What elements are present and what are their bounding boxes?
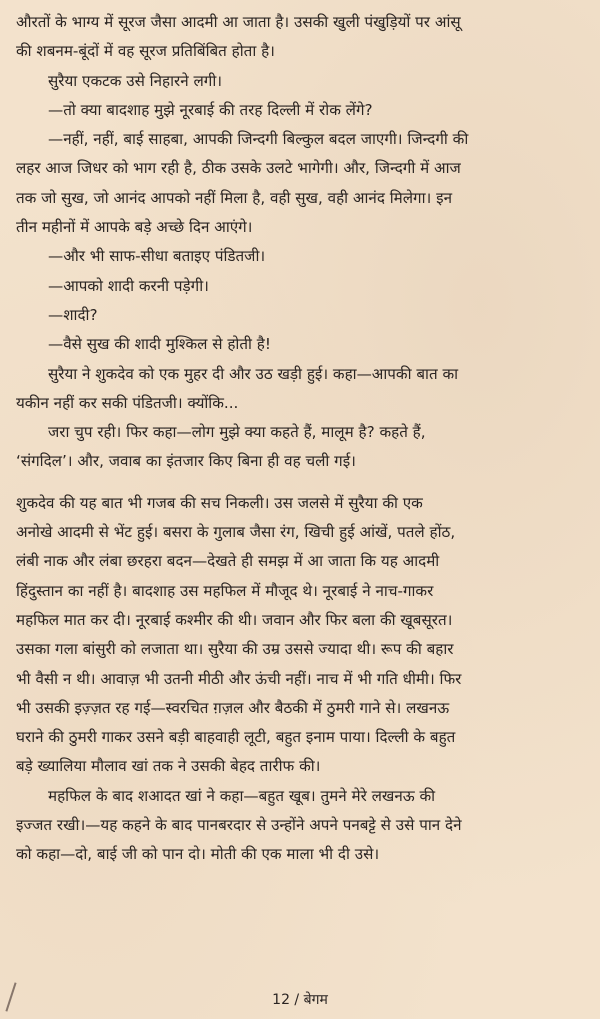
text-line: यकीन नहीं कर सकी पंडितजी। क्योंकि... xyxy=(16,393,239,412)
text-line: तक जो सुख, जो आनंद आपको नहीं मिला है, वही सुख, वही आनंद मिलेगा। इन xyxy=(16,188,453,207)
text-line: इज्जत रखी।—यह कहने के बाद पानबरदार से उन्होंने अपने पनबट्टे से उसे पान देने xyxy=(16,816,462,835)
text-line: हिंदुस्तान का नहीं है। बादशाह उस महफिल में मौजूद थे। नूरबाई ने नाच-गाकर xyxy=(16,581,434,600)
text-line: —तो क्या बादशाह मुझे नूरबाई की तरह दिल्ली में रोक लेंगे? xyxy=(48,100,373,119)
page-footer xyxy=(0,990,600,1009)
text-line: महफिल के बाद शआदत खां ने कहा—बहुत खूब। तुमने मेरे लखनऊ की xyxy=(48,786,436,805)
text-line: शुकदेव की यह बात भी गजब की सच निकली। उस जलसे में सुरैया की एक xyxy=(16,493,423,512)
text-line: लहर आज जिधर को भाग रही है, ठीक उसके उलटे भागेगी। और, जिन्दगी में आज xyxy=(16,159,461,178)
text-line: महफिल मात कर दी। नूरबाई कश्मीर की थी। जवान और फिर बला की खूबसूरत। xyxy=(16,610,453,629)
text-line: सुरैया एकटक उसे निहारने लगी। xyxy=(48,71,223,90)
text-line: सुरैया ने शुकदेव को एक मुहर दी और उठ खड़ी हुई। कहा—आपकी बात का xyxy=(48,364,459,383)
text-line: जरा चुप रही। फिर कहा—लोग मुझे क्या कहते हैं, मालूम है? कहते हैं, xyxy=(48,423,426,442)
page-body-text xyxy=(16,8,592,870)
text-line: —और भी साफ-सीधा बताइए पंडितजी। xyxy=(48,247,266,266)
text-line: भी वैसी न थी। आवाज़ भी उतनी मीठी और ऊंची नहीं। नाच में भी गति धीमी। फिर xyxy=(16,669,462,688)
text-line: घराने की ठुमरी गाकर उसने बड़ी बाहवाही लूटी, बहुत इनाम पाया। दिल्ली के बहुत xyxy=(16,728,456,747)
text-line: —आपको शादी करनी पड़ेगी। xyxy=(48,276,209,295)
text-line: —शादी? xyxy=(48,305,98,324)
text-line: बड़े ख्यालिया मौलाव खां तक ने उसकी बेहद तारीफ की। xyxy=(16,757,321,776)
text-line: तीन महीनों में आपके बड़े अच्छे दिन आएंगे। xyxy=(16,218,253,237)
text-line: —नहीं, नहीं, बाई साहबा, आपकी जिन्दगी बिल्कुल बदल जाएगी। जिन्दगी की xyxy=(48,130,469,149)
text-line: भी उसकी इज़्ज़त रह गई—स्वरचित ग़ज़ल और बैठकी में ठुमरी गाने से। लखनऊ xyxy=(16,698,450,717)
text-line: औरतों के भाग्य में सूरज जैसा आदमी आ जाता है। उसकी खुली पंखुड़ियों पर आंसू xyxy=(16,13,461,31)
text-line: को कहा—दो, बाई जी को पान दो। मोती की एक माला भी दी उसे। xyxy=(16,845,380,864)
text-line: ‘संगदिल’। और, जवाब का इंतजार किए बिना ही वह चली गई। xyxy=(16,452,356,471)
text-line: —वैसे सुख की शादी मुश्किल से होती है! xyxy=(48,335,271,354)
page-number-label: 12 / बेगम xyxy=(272,992,328,1008)
text-line: लंबी नाक और लंबा छरहरा बदन—देखते ही समझ में आ जाता कि यह आदमी xyxy=(16,552,440,571)
text-line: अनोखे आदमी से भेंट हुई। बसरा के गुलाब जैसा रंग, खिची हुई आंखें, पतले होंठ, xyxy=(16,523,456,542)
text-line: उसका गला बांसुरी को लजाता था। सुरैया की उम्र उससे ज्यादा थी। रूप की बहार xyxy=(16,640,454,659)
text-line: की शबनम-बूंदों में वह सूरज प्रतिबिंबित होता है। xyxy=(16,42,275,61)
